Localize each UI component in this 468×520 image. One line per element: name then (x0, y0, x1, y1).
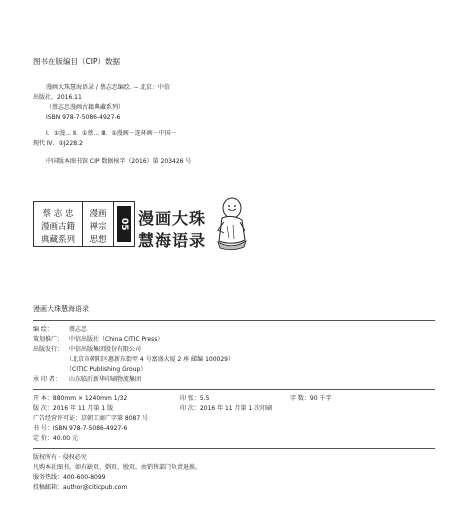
spec-edition: 版 次：2016 年 11 月第 1 版 (33, 405, 114, 412)
credit-value: （北京市朝阳区惠新东街甲 4 号富盛大厦 2 座 邮编 100029） (66, 356, 234, 363)
copyright-notice: 版权所有 · 侵权必究 (33, 454, 87, 461)
cip-line: 中国版本图书馆 CIP 数据核字（2016）第 203426 号 (46, 158, 192, 165)
imprint-title: 漫画大珠慧海语录 (33, 305, 89, 313)
credit-label: 策划推广： (33, 336, 64, 343)
credit-value: 中信出版社（China CITIC Press） (69, 336, 164, 343)
cip-line: 漫画大珠慧海语录 / 蔡志忠编绘. -- 北京：中信 (46, 84, 170, 91)
cip-line: 现代 Ⅳ．①J228.2 (33, 140, 83, 147)
spec-sheets: 印 张：5.5 (180, 395, 210, 402)
isbn: 书 号：ISBN 978-7-5086-4927-6 (33, 425, 128, 432)
series-column (34, 202, 83, 246)
divider (33, 448, 435, 449)
credit-label: 承 印 者： (33, 376, 61, 383)
service-hotline: 服务热线：400-600-8099 (33, 474, 106, 481)
cip-line: （蔡志忠漫画古籍典藏系列） (46, 104, 125, 111)
submission-email: 投稿邮箱：author@citicpub.com (33, 484, 128, 491)
series-text: 蔡 志 忠 (42, 209, 74, 219)
series-text: 漫画 (89, 209, 107, 219)
book-title-line1: 漫画大珠 (138, 209, 207, 228)
divider (33, 320, 435, 321)
cip-line: ISBN 978-7-5086-4927-6 (46, 114, 121, 121)
credit-label: 编 绘： (33, 326, 53, 333)
series-text: 禅宗 (89, 222, 107, 232)
series-text: 思想 (89, 235, 107, 245)
price: 定 价：40.00 元 (33, 435, 78, 442)
series-text: 典藏系列 (40, 235, 75, 245)
spec-format: 开 本：880mm × 1240mm 1/32 (33, 395, 128, 402)
monk-illustration-icon (212, 196, 248, 254)
cip-line: 出版社，2016.11 (33, 94, 82, 101)
spec-wordcount: 字 数：90 千字 (290, 395, 332, 402)
series-text: 漫画古籍 (40, 222, 75, 232)
divider (33, 389, 435, 390)
credit-value: 蔡志忠 (69, 326, 88, 333)
series-column (83, 202, 114, 246)
return-policy: 凡购本社图书，如有缺页、倒页、脱页，由销售部门负责退换。 (33, 464, 202, 471)
cip-heading: 图书在版编目（CIP）数据 (33, 57, 120, 66)
credit-value: 山东临沂新华印刷物流集团 (69, 376, 142, 383)
cip-line: Ⅰ．①漫… Ⅱ．①蔡… Ⅲ．①漫画－连环画－中国－ (46, 130, 177, 137)
credit-value: （CITIC Publishing Group） (66, 366, 147, 373)
volume-number-badge: 05 (117, 206, 131, 242)
credit-value: 中信出版集团股份有限公司 (69, 346, 142, 353)
ad-license: 广告经营许可证：京朝工商广字第 8087 号 (33, 415, 149, 422)
credit-label: 出版发行： (33, 346, 64, 353)
spec-printing: 印 次：2016 年 11 月第 1 次印刷 (180, 405, 273, 412)
book-title-line2: 慧海语录 (138, 231, 207, 250)
